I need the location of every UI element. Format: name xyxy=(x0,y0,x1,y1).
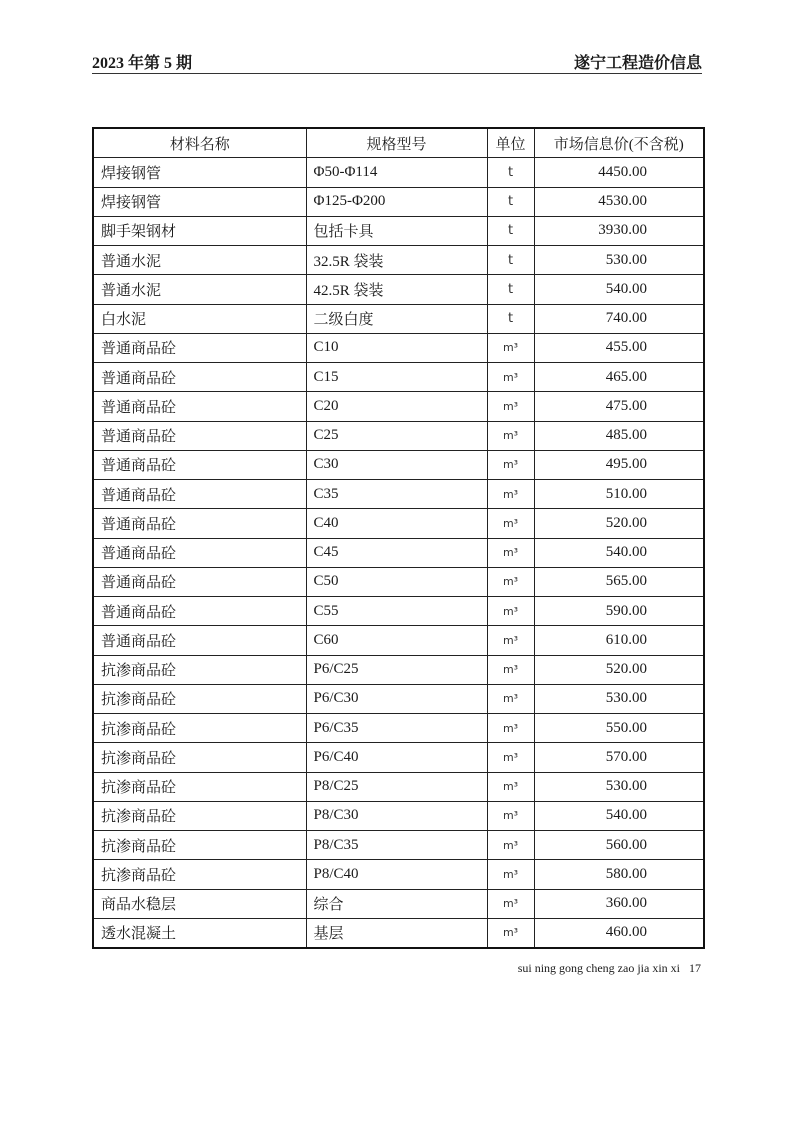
cell-unit: m³ xyxy=(487,743,534,772)
header-rule xyxy=(92,73,702,74)
cell-spec: Φ125-Φ200 xyxy=(306,187,487,216)
table-row xyxy=(93,597,704,626)
cell-price: 570.00 xyxy=(534,743,704,772)
cell-material: 抗渗商品砼 xyxy=(93,772,306,801)
table-row xyxy=(93,421,704,450)
cell-material: 普通商品砼 xyxy=(93,392,306,421)
table-row xyxy=(93,684,704,713)
page-footer xyxy=(518,961,701,976)
cell-unit: m³ xyxy=(487,363,534,392)
table-row xyxy=(93,860,704,889)
cell-unit: m³ xyxy=(487,714,534,743)
column-header-unit: 单位 xyxy=(487,128,534,158)
cell-price: 530.00 xyxy=(534,246,704,275)
cell-unit: m³ xyxy=(487,831,534,860)
cell-unit: m³ xyxy=(487,918,534,948)
cell-material: 普通水泥 xyxy=(93,246,306,275)
cell-spec: P8/C35 xyxy=(306,831,487,860)
cell-unit: m³ xyxy=(487,480,534,509)
cell-unit: m³ xyxy=(487,626,534,655)
cell-material: 抗渗商品砼 xyxy=(93,714,306,743)
cell-spec: P6/C25 xyxy=(306,655,487,684)
cell-material: 普通商品砼 xyxy=(93,333,306,362)
cell-price: 4450.00 xyxy=(534,158,704,187)
cell-spec: P8/C40 xyxy=(306,860,487,889)
table-header-row xyxy=(93,128,704,158)
table-row xyxy=(93,743,704,772)
cell-price: 610.00 xyxy=(534,626,704,655)
cell-price: 4530.00 xyxy=(534,187,704,216)
table-row xyxy=(93,714,704,743)
page-header xyxy=(92,50,702,74)
column-header-spec: 规格型号 xyxy=(306,128,487,158)
cell-unit: m³ xyxy=(487,801,534,830)
cell-spec: 二级白度 xyxy=(306,304,487,333)
cell-unit: t xyxy=(487,304,534,333)
cell-material: 商品水稳层 xyxy=(93,889,306,918)
column-header-material: 材料名称 xyxy=(93,128,306,158)
cell-unit: t xyxy=(487,275,534,304)
publication-title: 遂宁工程造价信息 xyxy=(573,55,702,72)
column-header-price: 市场信息价(不含税) xyxy=(534,128,704,158)
table-row xyxy=(93,363,704,392)
cell-spec: 包括卡具 xyxy=(306,216,487,245)
cell-price: 540.00 xyxy=(534,538,704,567)
cell-price: 530.00 xyxy=(534,772,704,801)
cell-material: 普通商品砼 xyxy=(93,480,306,509)
cell-price: 455.00 xyxy=(534,333,704,362)
cell-material: 普通水泥 xyxy=(93,275,306,304)
table-row xyxy=(93,216,704,245)
cell-material: 普通商品砼 xyxy=(93,363,306,392)
cell-spec: 32.5R 袋装 xyxy=(306,246,487,275)
cell-price: 475.00 xyxy=(534,392,704,421)
cell-price: 520.00 xyxy=(534,509,704,538)
cell-material: 焊接钢管 xyxy=(93,158,306,187)
cell-price: 540.00 xyxy=(534,801,704,830)
cell-material: 抗渗商品砼 xyxy=(93,655,306,684)
cell-unit: m³ xyxy=(487,509,534,538)
cell-spec: Φ50-Φ114 xyxy=(306,158,487,187)
cell-price: 560.00 xyxy=(534,831,704,860)
cell-material: 普通商品砼 xyxy=(93,538,306,567)
table-body xyxy=(93,158,704,948)
cell-material: 普通商品砼 xyxy=(93,567,306,596)
table-row xyxy=(93,275,704,304)
cell-material: 抗渗商品砼 xyxy=(93,831,306,860)
cell-price: 510.00 xyxy=(534,480,704,509)
table-row xyxy=(93,626,704,655)
cell-price: 465.00 xyxy=(534,363,704,392)
cell-unit: m³ xyxy=(487,333,534,362)
cell-spec: C25 xyxy=(306,421,487,450)
cell-material: 抗渗商品砼 xyxy=(93,684,306,713)
cell-price: 550.00 xyxy=(534,714,704,743)
cell-price: 485.00 xyxy=(534,421,704,450)
footer-running-text: sui ning gong cheng zao jia xin xi xyxy=(517,961,680,975)
cell-spec: C15 xyxy=(306,363,487,392)
cell-material: 普通商品砼 xyxy=(93,450,306,479)
table-row xyxy=(93,509,704,538)
cell-unit: m³ xyxy=(487,655,534,684)
cell-spec: P8/C30 xyxy=(306,801,487,830)
cell-unit: t xyxy=(487,187,534,216)
cell-spec: C55 xyxy=(306,597,487,626)
table-row xyxy=(93,392,704,421)
table-row xyxy=(93,772,704,801)
table-row xyxy=(93,889,704,918)
table-row xyxy=(93,480,704,509)
cell-material: 普通商品砼 xyxy=(93,626,306,655)
cell-unit: m³ xyxy=(487,567,534,596)
table-row xyxy=(93,333,704,362)
table-row xyxy=(93,187,704,216)
cell-material: 抗渗商品砼 xyxy=(93,801,306,830)
cell-unit: m³ xyxy=(487,860,534,889)
cell-spec: C10 xyxy=(306,333,487,362)
cell-material: 白水泥 xyxy=(93,304,306,333)
cell-spec: 基层 xyxy=(306,918,487,948)
cell-unit: m³ xyxy=(487,450,534,479)
table-row xyxy=(93,450,704,479)
cell-spec: C35 xyxy=(306,480,487,509)
cell-unit: t xyxy=(487,216,534,245)
cell-price: 740.00 xyxy=(534,304,704,333)
cell-unit: m³ xyxy=(487,538,534,567)
cell-unit: m³ xyxy=(487,597,534,626)
cell-material: 透水混凝土 xyxy=(93,918,306,948)
cell-price: 495.00 xyxy=(534,450,704,479)
cell-material: 普通商品砼 xyxy=(93,509,306,538)
cell-spec: 综合 xyxy=(306,889,487,918)
price-table xyxy=(92,127,705,949)
cell-price: 590.00 xyxy=(534,597,704,626)
table-row xyxy=(93,538,704,567)
cell-material: 普通商品砼 xyxy=(93,597,306,626)
cell-spec: C50 xyxy=(306,567,487,596)
cell-spec: 42.5R 袋装 xyxy=(306,275,487,304)
cell-spec: C60 xyxy=(306,626,487,655)
cell-material: 抗渗商品砼 xyxy=(93,860,306,889)
cell-material: 脚手架钢材 xyxy=(93,216,306,245)
table-row xyxy=(93,831,704,860)
issue-label: 2023 年第 5 期 xyxy=(92,55,193,72)
cell-unit: m³ xyxy=(487,889,534,918)
cell-price: 360.00 xyxy=(534,889,704,918)
cell-spec: C45 xyxy=(306,538,487,567)
cell-price: 565.00 xyxy=(534,567,704,596)
cell-spec: C30 xyxy=(306,450,487,479)
table-row xyxy=(93,567,704,596)
cell-spec: C20 xyxy=(306,392,487,421)
table-row xyxy=(93,158,704,187)
cell-spec: P6/C40 xyxy=(306,743,487,772)
cell-spec: P6/C35 xyxy=(306,714,487,743)
cell-unit: m³ xyxy=(487,772,534,801)
table-row xyxy=(93,655,704,684)
cell-unit: t xyxy=(487,158,534,187)
cell-price: 520.00 xyxy=(534,655,704,684)
cell-spec: P8/C25 xyxy=(306,772,487,801)
page-number: 17 xyxy=(689,961,701,975)
cell-unit: t xyxy=(487,246,534,275)
cell-spec: P6/C30 xyxy=(306,684,487,713)
cell-material: 普通商品砼 xyxy=(93,421,306,450)
table-row xyxy=(93,304,704,333)
cell-price: 530.00 xyxy=(534,684,704,713)
cell-unit: m³ xyxy=(487,421,534,450)
cell-material: 抗渗商品砼 xyxy=(93,743,306,772)
cell-price: 3930.00 xyxy=(534,216,704,245)
cell-unit: m³ xyxy=(487,392,534,421)
cell-price: 460.00 xyxy=(534,918,704,948)
table-row xyxy=(93,246,704,275)
cell-material: 焊接钢管 xyxy=(93,187,306,216)
cell-unit: m³ xyxy=(487,684,534,713)
table-row xyxy=(93,918,704,948)
table-row xyxy=(93,801,704,830)
cell-price: 540.00 xyxy=(534,275,704,304)
cell-price: 580.00 xyxy=(534,860,704,889)
cell-spec: C40 xyxy=(306,509,487,538)
